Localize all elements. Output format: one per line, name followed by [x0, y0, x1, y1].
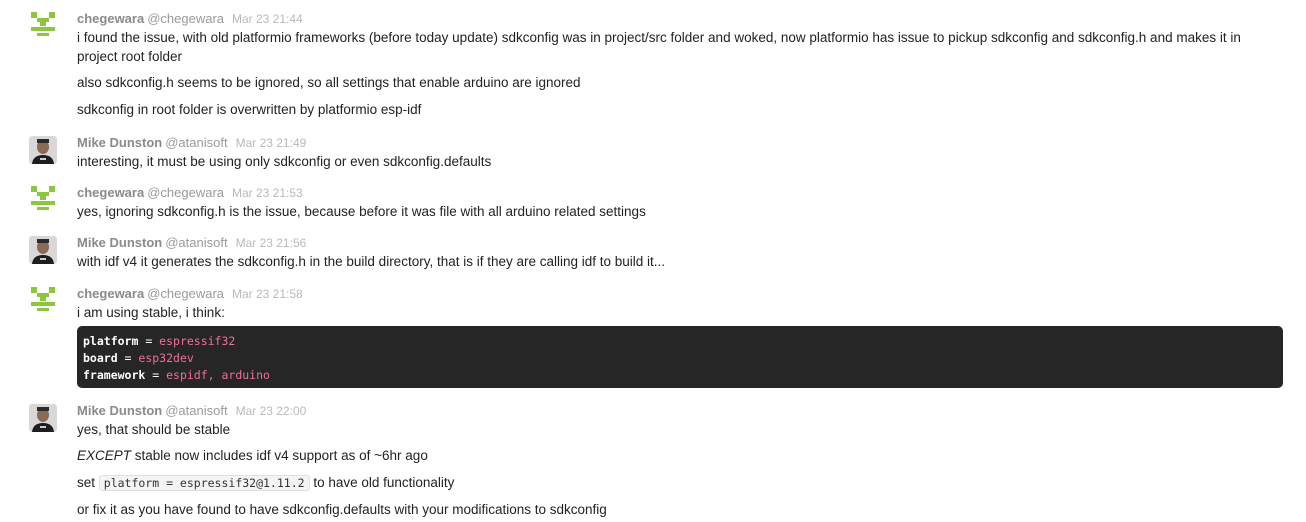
message-text: or fix it as you have found to have sdkconfig.defaults with your modifications to sdkconfig [77, 502, 607, 517]
message-text: also sdkconfig.h seems to be ignored, so all settings that enable arduino are ignored [77, 75, 581, 90]
user-handle[interactable]: @chegewara [147, 185, 224, 200]
user-handle[interactable]: @atanisoft [165, 235, 228, 250]
code-line: framework = espidf, arduino [83, 368, 270, 382]
username[interactable]: chegewara [77, 185, 145, 200]
message-header [77, 234, 306, 252]
user-handle[interactable]: @atanisoft [165, 135, 228, 150]
timestamp[interactable]: Mar 23 21:58 [232, 287, 303, 301]
message-text: sdkconfig in root folder is overwritten by platformio esp-idf [77, 102, 422, 117]
emphasis-text: EXCEPT [77, 448, 132, 463]
message-text: with idf v4 it generates the sdkconfig.h in the build directory, that is if they are calling idf to build it... [77, 254, 666, 269]
message-text: EXCEPT stable now includes idf v4 support as of ~6hr ago [77, 448, 428, 463]
message-text: i found the issue, with old platformio frameworks (before today update) sdkconfig was in project/src folder and woked, now platformio has issue to pickup sdkconfig and sdkconfig.h and makes it in [77, 30, 1241, 45]
message-header [77, 134, 306, 152]
username[interactable]: chegewara [77, 286, 145, 301]
username[interactable]: chegewara [77, 11, 145, 26]
message-text: set platform = espressif32@1.11.2 to have old functionality [77, 475, 455, 490]
message-text: project root folder [77, 49, 183, 64]
message-text: yes, that should be stable [77, 422, 231, 437]
message-header [77, 285, 303, 303]
username[interactable]: Mike Dunston [77, 403, 163, 418]
code-line: board = esp32dev [83, 351, 194, 365]
green-identicon[interactable] [29, 285, 57, 313]
timestamp[interactable]: Mar 23 21:49 [235, 136, 307, 150]
timestamp[interactable]: Mar 23 21:56 [235, 236, 307, 250]
message-text: interesting, it must be using only sdkconfig or even sdkconfig.defaults [77, 154, 492, 169]
green-identicon[interactable] [29, 10, 57, 38]
username[interactable]: Mike Dunston [77, 235, 163, 250]
message-header [77, 10, 303, 28]
user-photo-avatar[interactable] [29, 404, 57, 432]
user-handle[interactable]: @chegewara [147, 11, 224, 26]
code-line: platform = espressif32 [83, 334, 236, 348]
green-identicon[interactable] [29, 184, 57, 212]
timestamp[interactable]: Mar 23 22:00 [235, 404, 307, 418]
inline-code: platform = espressif32@1.11.2 [99, 475, 310, 491]
user-handle[interactable]: @chegewara [147, 286, 224, 301]
code-block[interactable] [77, 326, 1283, 388]
timestamp[interactable]: Mar 23 21:44 [232, 12, 303, 26]
timestamp[interactable]: Mar 23 21:53 [232, 186, 303, 200]
user-photo-avatar[interactable] [29, 136, 57, 164]
message-header [77, 402, 306, 420]
user-handle[interactable]: @atanisoft [165, 403, 228, 418]
message-text: i am using stable, i think: [77, 305, 225, 320]
user-photo-avatar[interactable] [29, 236, 57, 264]
message-text: yes, ignoring sdkconfig.h is the issue, because before it was file with all arduino related settings [77, 204, 646, 219]
message-header [77, 184, 303, 202]
username[interactable]: Mike Dunston [77, 135, 163, 150]
